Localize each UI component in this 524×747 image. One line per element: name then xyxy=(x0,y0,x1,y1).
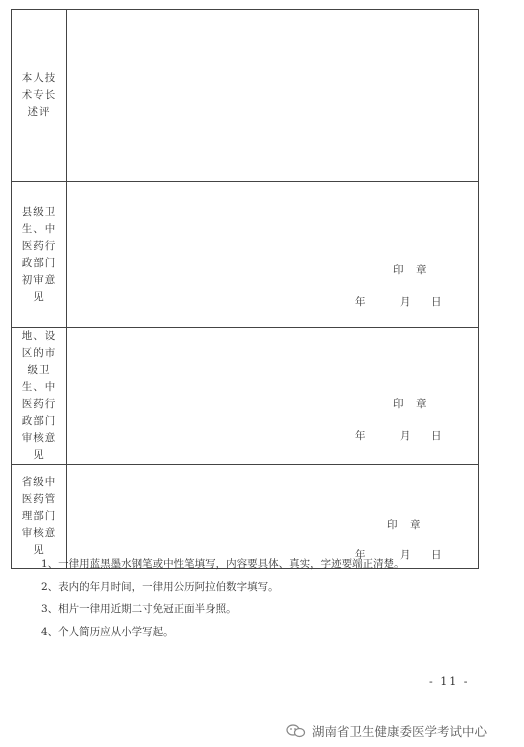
page-number: - 11 - xyxy=(429,675,470,688)
wechat-icon xyxy=(286,724,306,738)
row-county-review xyxy=(12,182,479,328)
row-label-county-review: 县级卫生、中医药行政部门初审意见 xyxy=(21,205,57,303)
row-label-city-review: 地、设区的市级卫生、中医药行政部门审核意见 xyxy=(21,330,57,461)
date-day: 日 xyxy=(431,296,442,308)
note-item: 2、表内的年月时间，一律用公历阿拉伯数字填写。 xyxy=(41,580,279,593)
row-label-provincial-review: 省级中医药管理部门审核意见 xyxy=(21,476,57,556)
watermark xyxy=(286,722,487,740)
watermark-text: 湖南省卫生健康委医学考试中心 xyxy=(312,724,488,739)
date-year: 年 xyxy=(355,549,366,561)
label-cell xyxy=(12,328,67,465)
row-technical-expertise xyxy=(12,10,479,182)
date-day: 日 xyxy=(431,549,442,561)
date-day: 日 xyxy=(431,430,442,442)
stamp-label: 印 章 xyxy=(393,398,428,410)
label-cell xyxy=(12,182,67,328)
instruction-notes xyxy=(41,553,405,643)
county-review-content[interactable] xyxy=(67,182,479,328)
date-month: 月 xyxy=(400,549,411,561)
row-city-review xyxy=(12,328,479,465)
technical-expertise-content[interactable] xyxy=(67,10,479,182)
note-item: 4、个人简历应从小学写起。 xyxy=(41,625,174,638)
note-item: 3、相片一律用近期二寸免冠正面半身照。 xyxy=(41,603,237,615)
stamp-label: 印 章 xyxy=(393,264,428,276)
city-review-content[interactable] xyxy=(67,328,479,465)
review-form-table xyxy=(11,9,479,569)
label-cell xyxy=(12,10,67,182)
date-year: 年 xyxy=(355,430,366,442)
stamp-label: 印 章 xyxy=(387,519,422,531)
date-year: 年 xyxy=(355,296,366,308)
date-month: 月 xyxy=(400,296,411,308)
note-item: 1、一律用蓝黑墨水钢笔或中性笔填写，内容要具体、真实，字迹要端正清楚。 xyxy=(41,558,405,570)
row-label-technical-expertise: 本人技术专长述评 xyxy=(21,72,57,118)
date-month: 月 xyxy=(400,430,411,442)
